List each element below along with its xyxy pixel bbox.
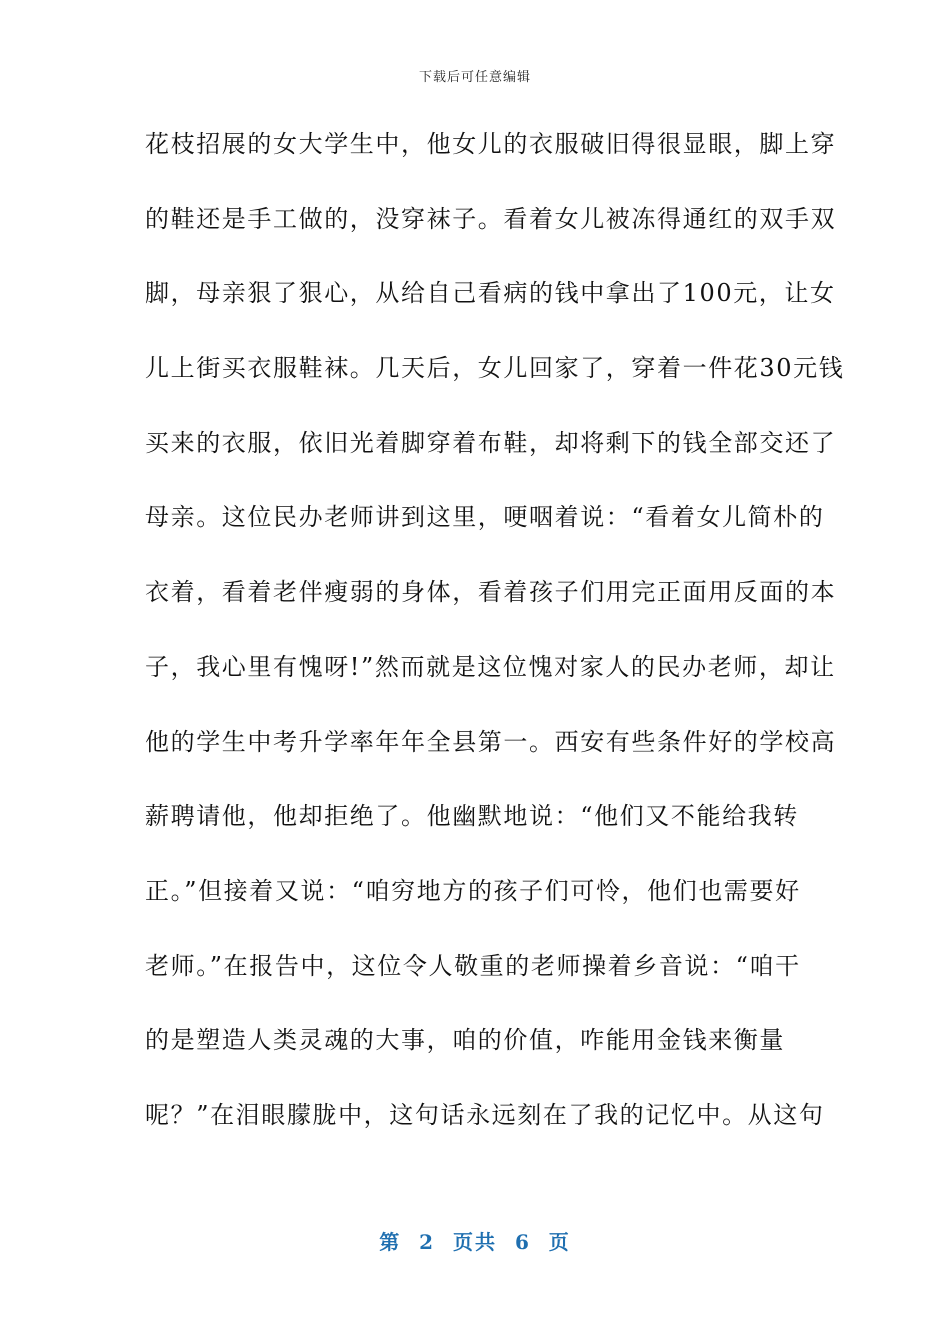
page-header: 下载后可任意编辑	[418, 70, 531, 85]
footer-suffix: 页	[548, 1230, 571, 1254]
text-line: 的鞋还是手工做的，没穿袜子。看着女儿被冻得通红的双手双	[145, 204, 837, 233]
text-line: 他的学生中考升学率年年全县第一。西安有些条件好的学校高	[145, 727, 837, 756]
body-text	[145, 116, 845, 1162]
footer-page-number: 2	[419, 1230, 436, 1254]
text-line: 买来的衣服，依旧光着脚穿着布鞋，却将剩下的钱全部交还了	[145, 428, 837, 457]
text-line: 薪聘请他，他却拒绝了。他幽默地说：“他们又不能给我转	[145, 802, 799, 831]
text-line: 儿上街买衣服鞋袜。几天后，女儿回家了，穿着一件花30元钱	[145, 354, 845, 383]
text-line: 衣着，看着老伴瘦弱的身体，看着孩子们用完正面用反面的本	[145, 578, 837, 607]
text-line: 的是塑造人类灵魂的大事，咱的价值，咋能用金钱来衡量	[145, 1026, 785, 1055]
text-line: 花枝招展的女大学生中，他女儿的衣服破旧得很显眼，脚上穿	[145, 130, 837, 158]
text-line: 呢？”在泪眼朦胧中，这句话永远刻在了我的记忆中。从这句	[145, 1100, 825, 1129]
text-line: 老师。”在报告中，这位令人敬重的老师操着乡音说：“咱干	[145, 951, 801, 980]
page-footer	[0, 1226, 950, 1255]
text-line: 正。”但接着又说：“咱穷地方的孩子们可怜，他们也需要好	[145, 876, 801, 905]
footer-prefix: 第	[379, 1230, 402, 1254]
footer-total-pages: 6	[514, 1230, 531, 1254]
text-line: 脚，母亲狠了狠心，从给自己看病的钱中拿出了100元，让女	[145, 279, 836, 308]
text-line: 子，我心里有愧呀!”然而就是这位愧对家人的民办老师，却让	[145, 652, 836, 681]
text-line: 母亲。这位民办老师讲到这里，哽咽着说：“看着女儿简朴的	[145, 503, 825, 532]
footer-middle: 页共	[453, 1230, 497, 1254]
